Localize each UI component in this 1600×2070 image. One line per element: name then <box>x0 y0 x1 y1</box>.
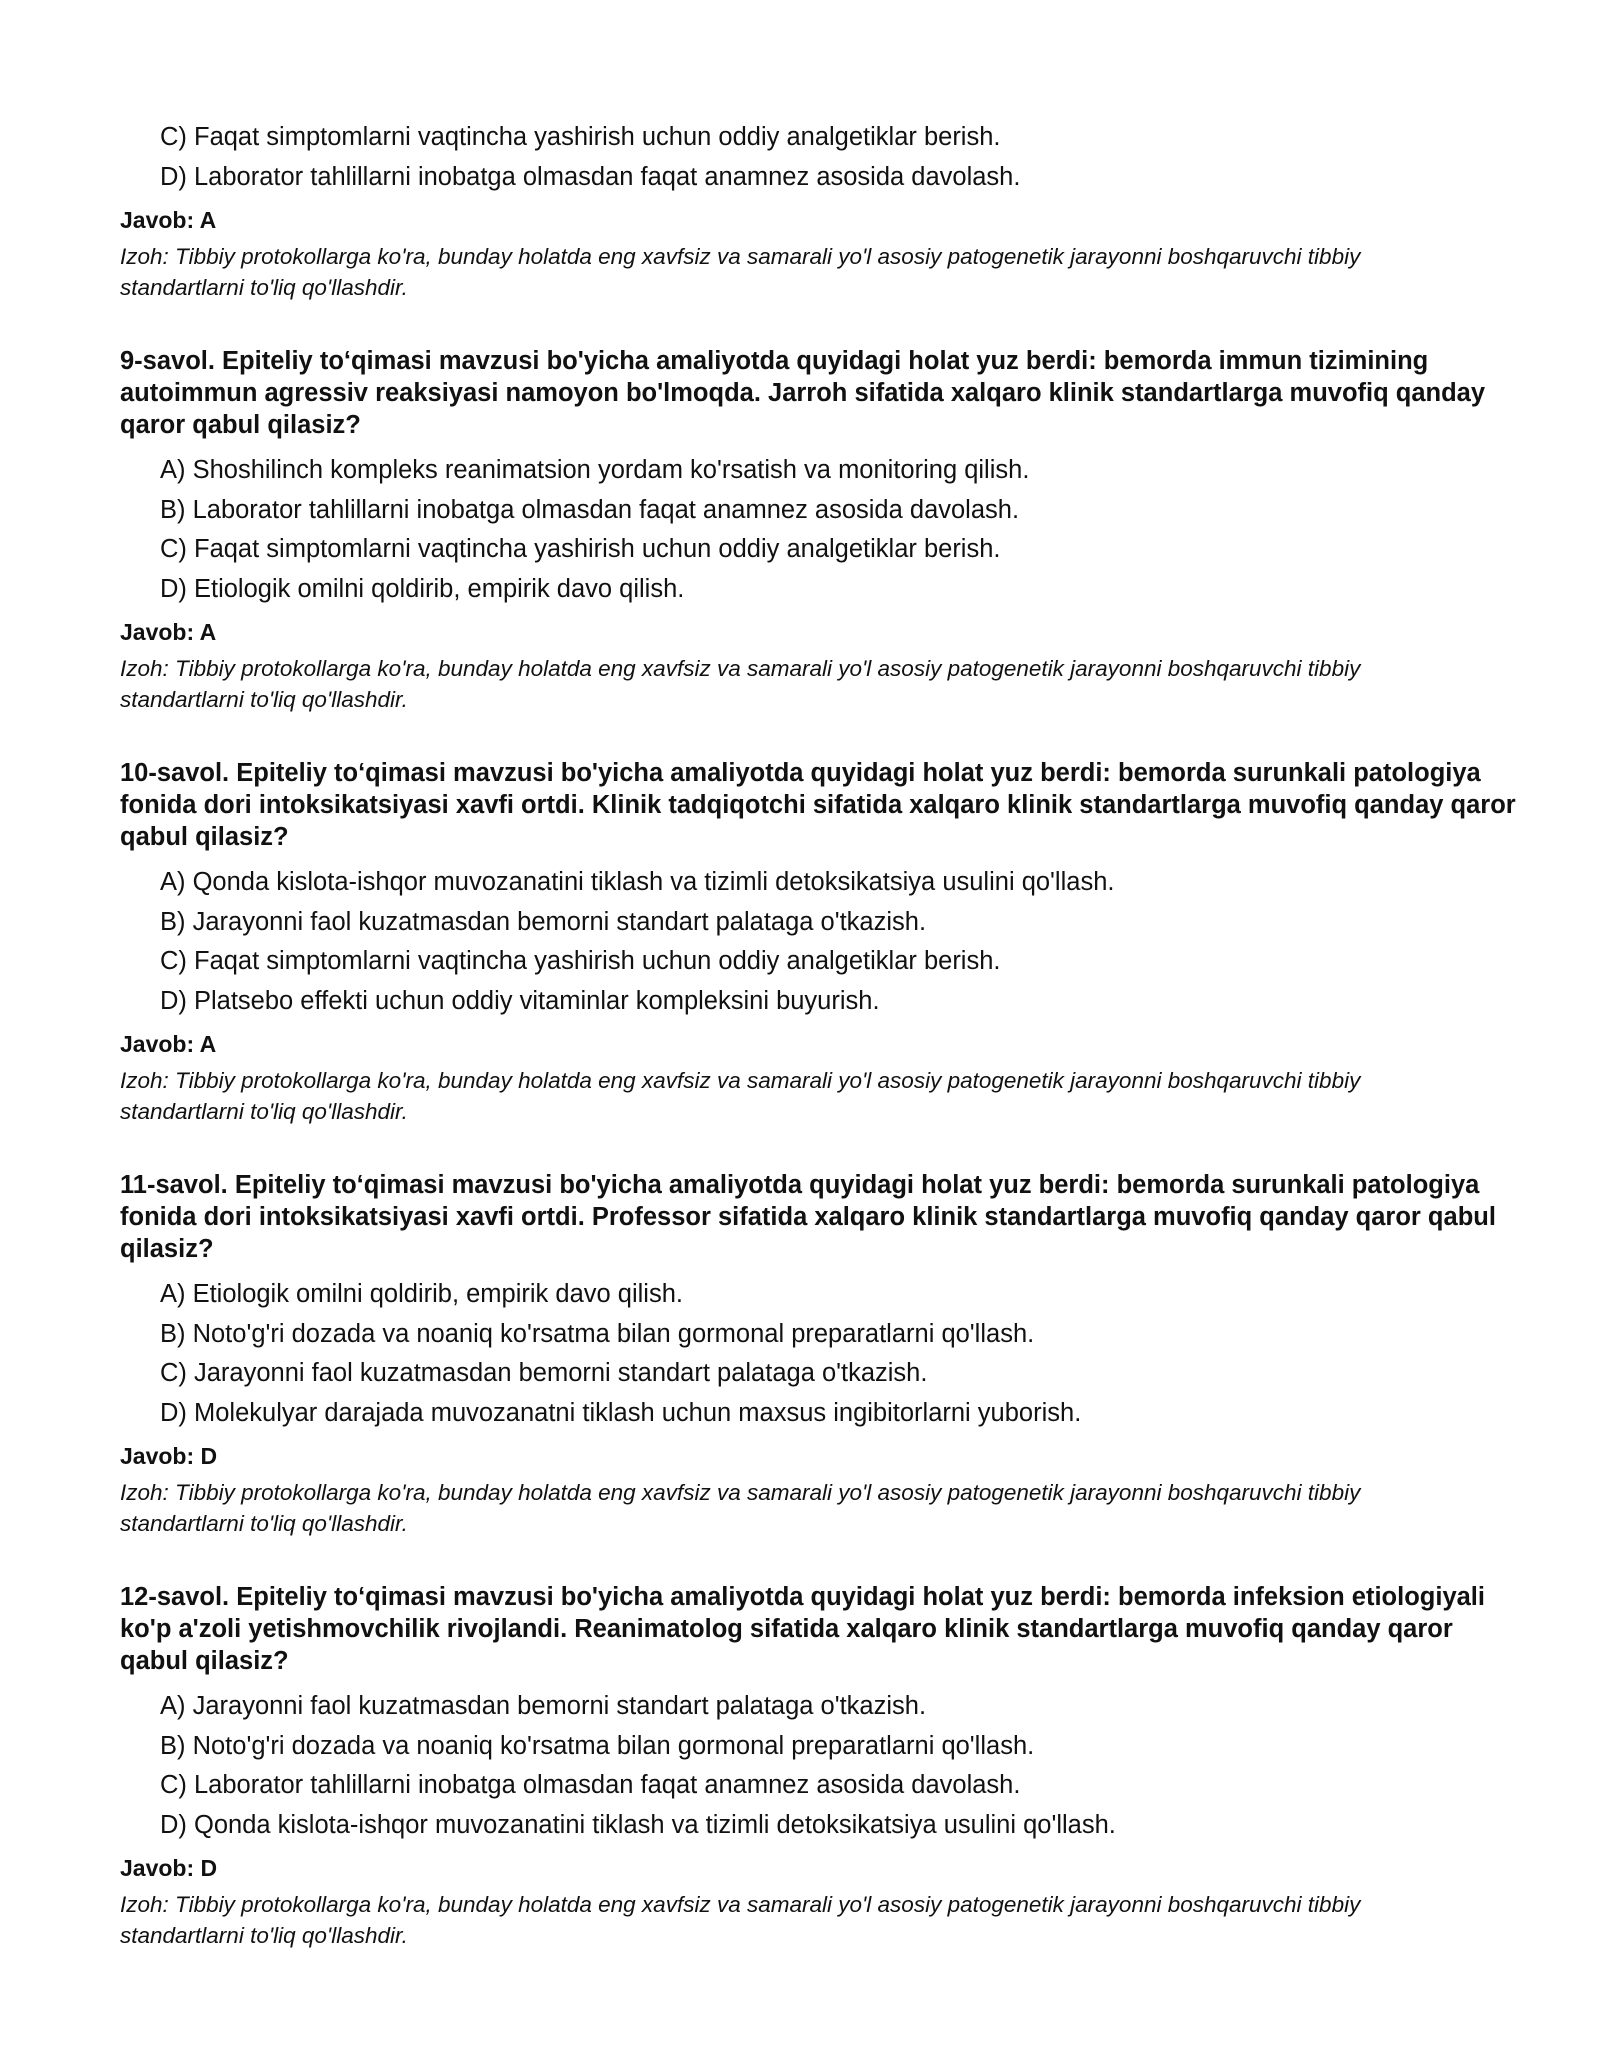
answer-label: Javob: D <box>120 1855 218 1881</box>
answer-label: Javob: A <box>120 207 217 233</box>
question-text: 9-savol. Epiteliy to‘qimasi mavzusi bo'yicha amaliyotda quyidagi holat yuz berdi: bemorda immun tizimining autoimmun agressiv reaksiyasi namoyon bo'lmoqda. Jarroh sifatida xalqaro klinik standartlarga muvofiq qanday qaror qabul qilasiz? <box>120 347 1486 439</box>
question-block-11 <box>120 1169 1520 1539</box>
option-c: C) Faqat simptomlarni vaqtincha yashirish uchun oddiy analgetiklar berish. <box>160 123 1001 151</box>
option-a: A) Etiologik omilni qoldirib, empirik davo qilish. <box>160 1280 683 1308</box>
option-c: C) Faqat simptomlarni vaqtincha yashirish uchun oddiy analgetiklar berish. <box>160 535 1001 563</box>
option-b: B) Laborator tahlillarni inobatga olmasdan faqat anamnez asosida davolash. <box>160 495 1020 524</box>
options-list <box>120 1687 1520 1845</box>
options-list <box>120 118 1520 197</box>
option-d: D) Platsebo effekti uchun oddiy vitaminlar kompleksini buyurish. <box>160 986 880 1015</box>
explanation-text: Izoh: Tibbiy protokollarga ko'ra, bunday holatda eng xavfsiz va samarali yo'l asosiy patogenetik jarayonni boshqaruvchi tibbiy standartlarni to'liq qo'llashdir. <box>120 1480 1361 1536</box>
option-d: D) Qonda kislota-ishqor muvozanatini tiklash va tizimli detoksikatsiya usulini qo'llash. <box>160 1810 1116 1839</box>
option-d: D) Molekulyar darajada muvozanatni tiklash uchun maxsus ingibitorlarni yuborish. <box>160 1398 1082 1427</box>
option-c: C) Jarayonni faol kuzatmasdan bemorni standart palataga o'tkazish. <box>160 1359 928 1387</box>
explanation-text: Izoh: Tibbiy protokollarga ko'ra, bunday holatda eng xavfsiz va samarali yo'l asosiy patogenetik jarayonni boshqaruvchi tibbiy standartlarni to'liq qo'llashdir. <box>120 656 1361 712</box>
question-block-10 <box>120 757 1520 1127</box>
partial-question-block <box>120 118 1520 303</box>
explanation-text: Izoh: Tibbiy protokollarga ko'ra, bunday holatda eng xavfsiz va samarali yo'l asosiy patogenetik jarayonni boshqaruvchi tibbiy standartlarni to'liq qo'llashdir. <box>120 1892 1361 1948</box>
explanation-text: Izoh: Tibbiy protokollarga ko'ra, bunday holatda eng xavfsiz va samarali yo'l asosiy patogenetik jarayonni boshqaruvchi tibbiy standartlarni to'liq qo'llashdir. <box>120 244 1361 300</box>
option-b: B) Noto'g'ri dozada va noaniq ko'rsatma bilan gormonal preparatlarni qo'llash. <box>160 1731 1035 1760</box>
answer-label: Javob: A <box>120 619 217 645</box>
option-d: D) Laborator tahlillarni inobatga olmasdan faqat anamnez asosida davolash. <box>160 162 1021 191</box>
question-text: 10-savol. Epiteliy to‘qimasi mavzusi bo'yicha amaliyotda quyidagi holat yuz berdi: bemorda surunkali patologiya fonida dori intoksikatsiyasi xavfi ortdi. Klinik tadqiqotchi sifatida xalqaro klinik standartlarga muvofiq qanday qaror qabul qilasiz? <box>120 759 1516 851</box>
explanation-text: Izoh: Tibbiy protokollarga ko'ra, bunday holatda eng xavfsiz va samarali yo'l asosiy patogenetik jarayonni boshqaruvchi tibbiy standartlarni to'liq qo'llashdir. <box>120 1068 1361 1124</box>
options-list <box>120 863 1520 1021</box>
option-d: D) Etiologik omilni qoldirib, empirik davo qilish. <box>160 574 685 603</box>
question-text: 12-savol. Epiteliy to‘qimasi mavzusi bo'yicha amaliyotda quyidagi holat yuz berdi: bemorda infeksion etiologiyali ko'p a'zoli yetishmovchilik rivojlandi. Reanimatolog sifatida xalqaro klinik standartlarga muvofiq qanday qaror qabul qilasiz? <box>120 1583 1485 1675</box>
option-a: A) Shoshilinch kompleks reanimatsion yordam ko'rsatish va monitoring qilish. <box>160 456 1030 484</box>
question-text: 11-savol. Epiteliy to‘qimasi mavzusi bo'yicha amaliyotda quyidagi holat yuz berdi: bemorda surunkali patologiya fonida dori intoksikatsiyasi xavfi ortdi. Professor sifatida xalqaro klinik standartlarga muvofiq qanday qaror qabul qilasiz? <box>120 1171 1496 1263</box>
option-a: A) Qonda kislota-ishqor muvozanatini tiklash va tizimli detoksikatsiya usulini qo'llash. <box>160 868 1115 896</box>
question-block-9 <box>120 345 1520 715</box>
document-page <box>120 118 1520 1951</box>
option-c: C) Laborator tahlillarni inobatga olmasdan faqat anamnez asosida davolash. <box>160 1771 1021 1799</box>
option-c: C) Faqat simptomlarni vaqtincha yashirish uchun oddiy analgetiklar berish. <box>160 947 1001 975</box>
options-list <box>120 1275 1520 1433</box>
answer-label: Javob: A <box>120 1031 217 1057</box>
options-list <box>120 451 1520 609</box>
answer-label: Javob: D <box>120 1443 218 1469</box>
option-b: B) Noto'g'ri dozada va noaniq ko'rsatma bilan gormonal preparatlarni qo'llash. <box>160 1319 1035 1348</box>
option-b: B) Jarayonni faol kuzatmasdan bemorni standart palataga o'tkazish. <box>160 907 927 936</box>
question-block-12 <box>120 1581 1520 1951</box>
option-a: A) Jarayonni faol kuzatmasdan bemorni standart palataga o'tkazish. <box>160 1692 927 1720</box>
